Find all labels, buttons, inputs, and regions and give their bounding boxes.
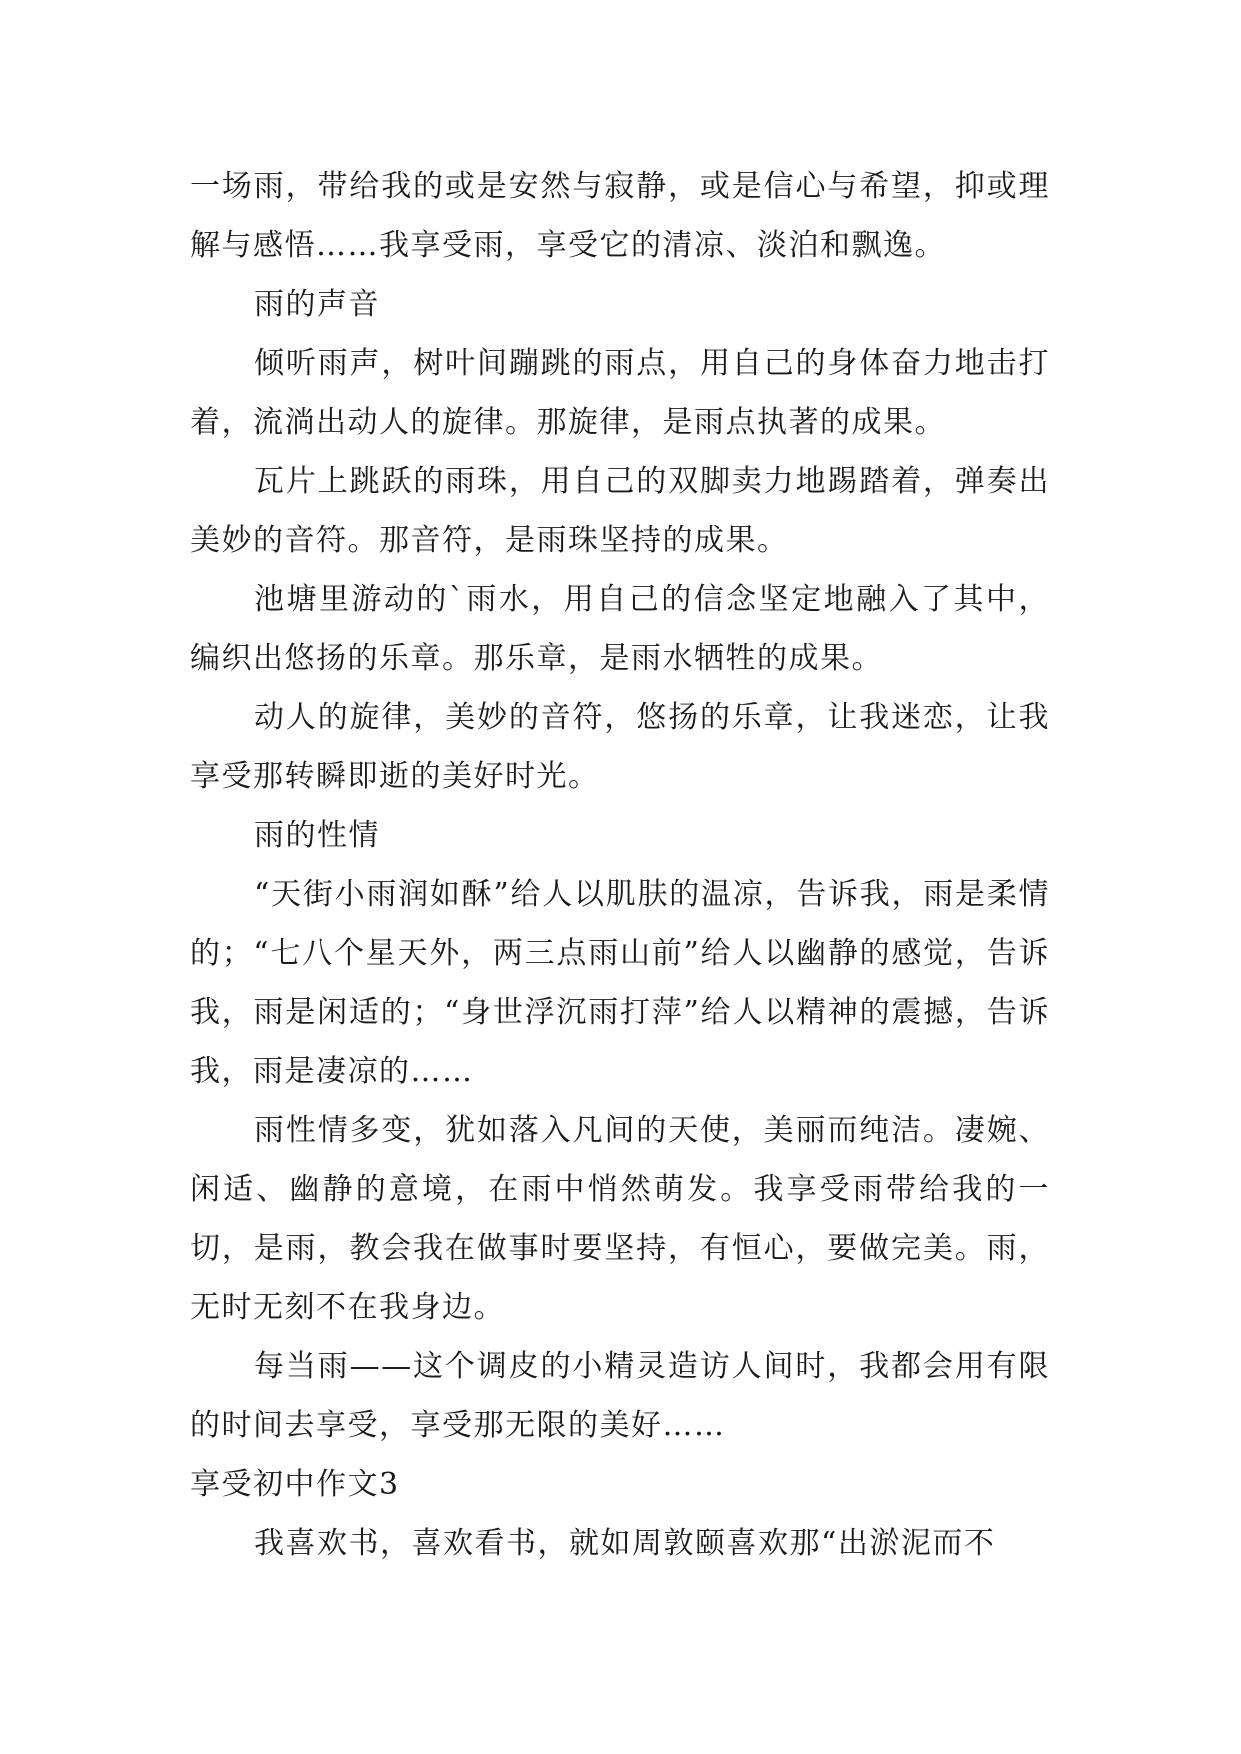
subheading-rain-temperament: 雨的性情 xyxy=(254,818,380,853)
paragraph-poem-quotes: “天街小雨润如酥”给人以肌肤的温凉，告诉我，雨是柔情的；“七八个星天外，两三点雨山前”给人以幽静的感觉，告诉我，雨是闲适的；“身世浮沉雨打萍”给人以精神的震撼，告诉我，雨是凄凉的…… xyxy=(190,877,1050,1089)
document-body xyxy=(190,157,1050,1573)
paragraph-books-start: 我喜欢书，喜欢看书，就如周敦颐喜欢那“出淤泥而不 xyxy=(254,1526,996,1561)
paragraph-pond-rain: 池塘里游动的`雨水，用自己的信念坚定地融入了其中，编织出悠扬的乐章。那乐章，是雨水牺牲的成果。 xyxy=(190,582,1050,676)
section-title-essay-3: 享受初中作文3 xyxy=(190,1467,400,1502)
paragraph-intro-continuation: 一场雨，带给我的或是安然与寂静，或是信心与希望，抑或理解与感悟……我享受雨，享受它的清凉、淡泊和飘逸。 xyxy=(190,169,1050,263)
paragraph-melody-summary: 动人的旋律，美妙的音符，悠扬的乐章，让我迷恋，让我享受那转瞬即逝的美好时光。 xyxy=(190,700,1050,794)
paragraph-tiles-rain: 瓦片上跳跃的雨珠，用自己的双脚卖力地踢踏着，弹奏出美妙的音符。那音符，是雨珠坚持的成果。 xyxy=(190,464,1050,558)
subheading-rain-sound: 雨的声音 xyxy=(254,287,380,322)
paragraph-rain-visit: 每当雨——这个调皮的小精灵造访人间时，我都会用有限的时间去享受，享受那无限的美好…… xyxy=(190,1349,1050,1443)
paragraph-listen-rain: 倾听雨声，树叶间蹦跳的雨点，用自己的身体奋力地击打着，流淌出动人的旋律。那旋律，是雨点执著的成果。 xyxy=(190,346,1050,440)
paragraph-rain-changeable: 雨性情多变，犹如落入凡间的天使，美丽而纯洁。凄婉、闲适、幽静的意境，在雨中悄然萌发。我享受雨带给我的一切，是雨，教会我在做事时要坚持，有恒心，要做完美。雨，无时无刻不在我身边。 xyxy=(190,1113,1050,1325)
